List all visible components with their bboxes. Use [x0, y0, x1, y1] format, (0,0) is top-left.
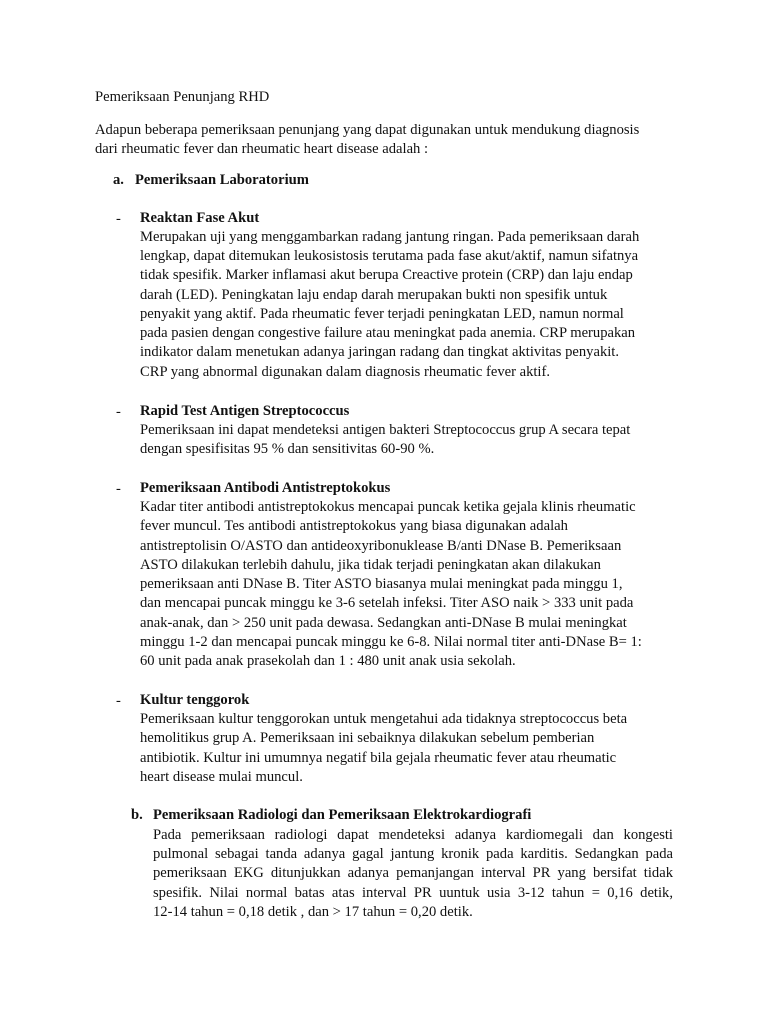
section-b-text-line: Pada pemeriksaan radiologi dapat mendeteksi adanya kardiomegali dan kongesti [153, 827, 673, 843]
intro-line: dari rheumatic fever dan rheumatic heart disease adalah : [95, 141, 429, 157]
bullet-dash: - [116, 211, 121, 227]
item-text-line: pemeriksaan anti DNase B. Titer ASTO biasanya mulai meningkat pada minggu 1, [140, 576, 623, 592]
item-text-line: lengkap, dapat ditemukan leukosistosis terutama pada fase akut/aktif, namun sifatnya [140, 248, 639, 264]
bullet-dash: - [116, 693, 121, 709]
item-text-line: 60 unit pada anak prasekolah dan 1 : 480 unit anak usia sekolah. [140, 653, 516, 669]
bullet-dash: - [116, 404, 121, 420]
section-b-text-line: spesifik. Nilai normal batas atas interval PR uuntuk usia 3-12 tahun = 0,16 detik, [153, 885, 673, 901]
item-text-line: penyakit yang aktif. Pada rheumatic fever terjadi peningkatan LED, namun normal [140, 306, 624, 322]
item-heading-antibodi: Pemeriksaan Antibodi Antistreptokokus [140, 480, 391, 496]
item-heading-kultur: Kultur tenggorok [140, 692, 250, 708]
section-b-marker: b. [131, 807, 143, 823]
item-text-line: Kadar titer antibodi antistreptokokus mencapai puncak ketika gejala klinis rheumatic [140, 499, 636, 515]
item-text-line: Merupakan uji yang menggambarkan radang jantung ringan. Pada pemeriksaan darah [140, 229, 640, 245]
item-text-line: ASTO dilakukan terlebih dahulu, jika tidak terjadi peningkatan akan dilakukan [140, 557, 601, 573]
item-text-line: darah (LED). Peningkatan laju endap darah merupakan bukti non spesifik untuk [140, 287, 608, 303]
section-b-text-line: 12-14 tahun = 0,18 detik , dan > 17 tahun = 0,20 detik. [153, 904, 473, 920]
item-text-line: anak-anak, dan > 250 unit pada dewasa. Sedangkan anti-DNase B mulai meningkat [140, 615, 627, 631]
item-text-line: Pemeriksaan kultur tenggorokan untuk mengetahui ada tidaknya streptococcus beta [140, 711, 628, 727]
item-heading-reaktan: Reaktan Fase Akut [140, 210, 260, 226]
item-heading-rapid-test: Rapid Test Antigen Streptococcus [140, 403, 350, 419]
page-title: Pemeriksaan Penunjang RHD [95, 89, 270, 105]
item-text-line: minggu 1-2 dan mencapai puncak minggu ke 6-8. Nilai normal titer anti-DNase B= 1: [140, 634, 642, 650]
item-text-line: dan mencapai puncak minggu ke 3-6 setelah infeksi. Titer ASO naik > 333 unit pada [140, 595, 634, 611]
item-text-line: CRP yang abnormal digunakan dalam diagnosis rheumatic fever aktif. [140, 364, 551, 380]
item-text-line: dengan spesifisitas 95 % dan sensitivitas 60-90 %. [140, 441, 435, 457]
section-a-marker: a. [113, 172, 124, 188]
section-b-heading: Pemeriksaan Radiologi dan Pemeriksaan Elektrokardiografi [153, 807, 532, 823]
item-text-line: antibiotik. Kultur ini umumnya negatif bila gejala rheumatic fever atau rheumatic [140, 750, 617, 766]
item-text-line: indikator dalam menetukan adanya jaringan radang dan tingkat aktivitas penyakit. [140, 344, 619, 360]
item-text-line: pada pasien dengan congestive failure atau meningkat pada anemia. CRP merupakan [140, 325, 636, 341]
item-text-line: heart disease mulai muncul. [140, 769, 303, 785]
section-a-heading: Pemeriksaan Laboratorium [135, 172, 309, 188]
section-b-text-line: pulmonal sebagai tanda adanya gagal jantung kronik pada karditis. Sedangkan pada [153, 846, 673, 862]
item-text-line: Pemeriksaan ini dapat mendeteksi antigen bakteri Streptococcus grup A secara tepat [140, 422, 631, 438]
intro-line: Adapun beberapa pemeriksaan penunjang yang dapat digunakan untuk mendukung diagnosis [95, 122, 640, 138]
section-b-text-line: pemeriksaan EKG ditunjukkan adanya pemanjangan interval PR yang bersifat tidak [153, 865, 673, 881]
item-text-line: antistreptolisin O/ASTO dan antideoxyribonuklease B/anti DNase B. Pemeriksaan [140, 538, 622, 554]
item-text-line: hemolitikus grup A. Pemeriksaan ini sebaiknya dilakukan sebelum pemberian [140, 730, 595, 746]
bullet-dash: - [116, 481, 121, 497]
item-text-line: fever muncul. Tes antibodi antistreptokokus yang biasa digunakan adalah [140, 518, 568, 534]
item-text-line: tidak spesifik. Marker inflamasi akut berupa Creactive protein (CRP) dan laju endap [140, 267, 633, 283]
